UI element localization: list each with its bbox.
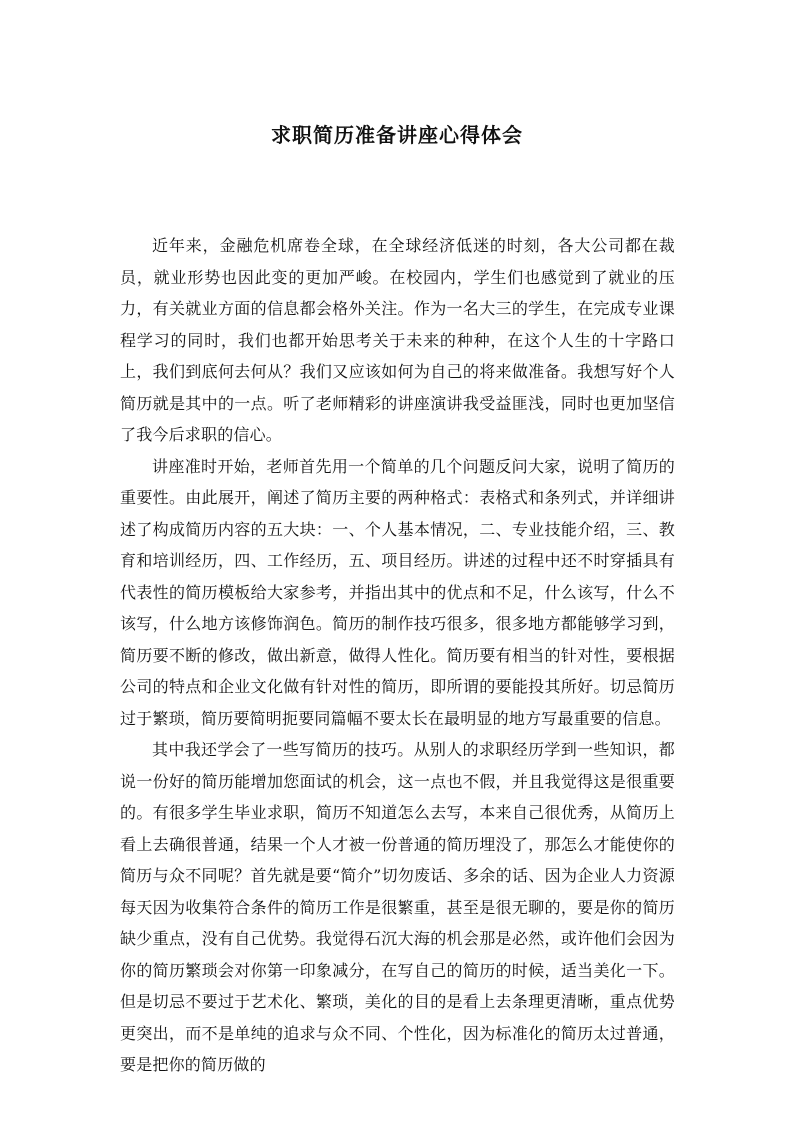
document-title: 求职简历准备讲座心得体会 (271, 123, 523, 147)
paragraph-3: 其中我还学会了一些写简历的技巧。从别人的求职经历学到一些知识，都说一份好的简历能增加您面试的机会，这一点也不假，并且我觉得这是很重要的。有很多学生毕业求职，简历不知道怎么去写，本来自己很优秀，从简历上看上去确很普通，结果一个人才被一份普通的简历埋没了，那怎么才能使你的简历与众不同呢？首先就是要“简介”切勿废话、多余的话、因为企业人力资源每天因为收集符合条件的简历工作是很繁重，甚至是很无聊的，要是你的简历缺少重点，没有自己优势。我觉得石沉大海的机会那是必然，或许他们会因为你的简历繁琐会对你第一印象减分，在写自己的简历的时候，适当美化一下。但是切忌不要过于艺术化、繁琐，美化的目的是看上去条理更清晰，重点优势更突出，而不是单纯的追求与众不同、个性化，因为标准化的简历太过普通，要是把你的简历做的 (120, 740, 675, 1074)
paragraph-2: 讲座准时开始，老师首先用一个简单的几个问题反问大家，说明了简历的重要性。由此展开，阐述了简历主要的两种格式：表格式和条列式，并详细讲述了构成简历内容的五大块：一、个人基本情况，二、专业技能介绍，三、教育和培训经历，四、工作经历，五、项目经历。讲述的过程中还不时穿插具有代表性的简历模板给大家参考，并指出其中的优点和不足，什么该写，什么不该写，什么地方该修饰润色。简历的制作技巧很多，很多地方都能够学习到，简历要不断的修改，做出新意，做得人性化。简历要有相当的针对性，要根据公司的特点和企业文化做有针对性的简历，即所谓的要能投其所好。切忌简历过于繁琐，简历要简明扼要同篇幅不要太长在最明显的地方写最重要的信息。 (120, 456, 675, 728)
document-body (120, 230, 675, 1081)
paragraph-1: 近年来，金融危机席卷全球，在全球经济低迷的时刻，各大公司都在裁员，就业形势也因此变的更加严峻。在校园内，学生们也感觉到了就业的压力，有关就业方面的信息都会格外关注。作为一名大三的学生，在完成专业课程学习的同时，我们也都开始思考关于未来的种种，在这个人生的十字路口上，我们到底何去何从？我们又应该如何为自己的将来做准备。我想写好个人简历就是其中的一点。听了老师精彩的讲座演讲我受益匪浅，同时也更加坚信了我今后求职的信心。 (120, 236, 675, 444)
